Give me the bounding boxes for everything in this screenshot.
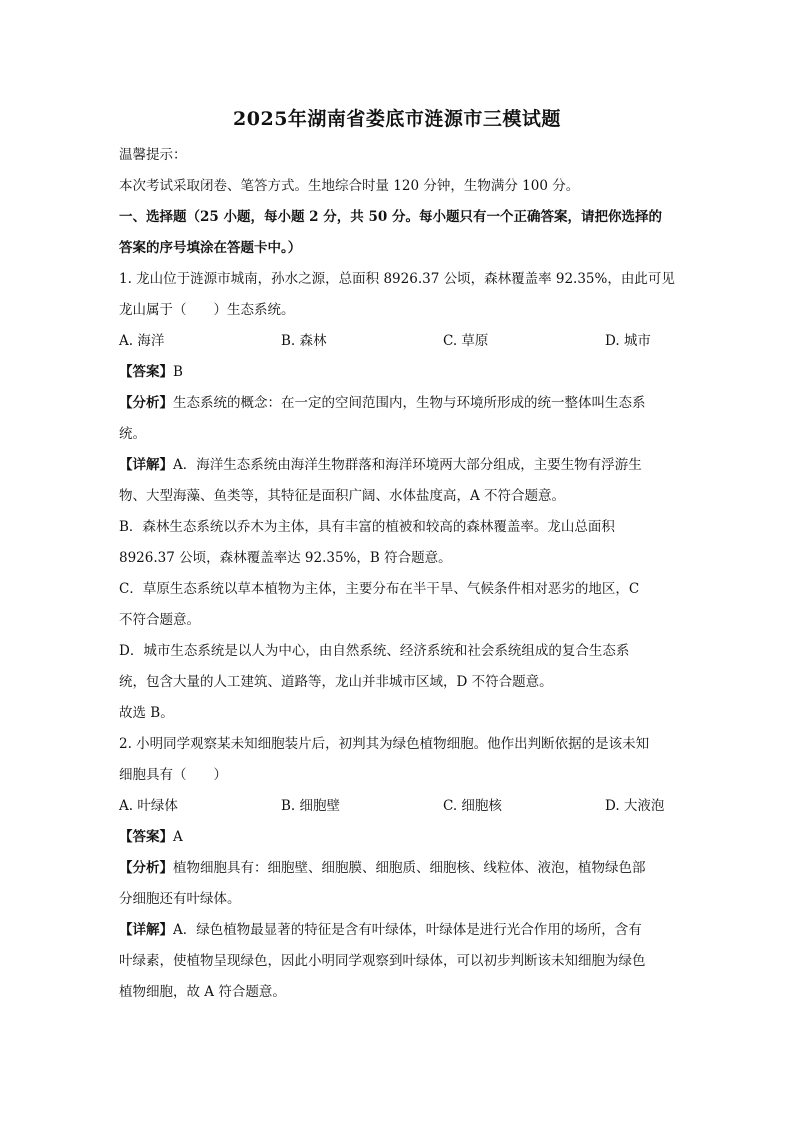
detail-tag: 【详解】 xyxy=(119,922,173,938)
question-1-detail-d-line-1: D．城市生态系统是以人为中心，由自然系统、经济系统和社会系统组成的复合生态系 xyxy=(119,643,630,659)
analysis-tag: 【分析】 xyxy=(119,395,173,411)
answer-tag: 【答案】 xyxy=(119,829,173,845)
tip-text: 本次考试采取闭卷、笔答方式。生地综合时量 120 分钟，生物满分 100 分。 xyxy=(119,178,580,194)
question-1-conclusion: 故选 B。 xyxy=(119,705,174,721)
question-2-analysis-line-1 xyxy=(119,853,675,884)
question-1-stem-line-1: 1. 龙山位于涟源市城南，孙水之源，总面积 8926.37 公顷，森林覆盖率 92.35%，由此可见 xyxy=(119,271,675,287)
question-1-detail-d-line-2: 统，包含大量的人工建筑、道路等，龙山并非城市区域，D 不符合题意。 xyxy=(119,674,553,690)
question-2-option-c: C. 细胞核 xyxy=(443,798,502,814)
page-title: 2025年湖南省娄底市涟源市三模试题 xyxy=(233,108,561,130)
analysis-text: 生态系统的概念：在一定的空间范围内，生物与环境所形成的统一整体叫生态系 xyxy=(173,395,646,411)
question-1-detail-a-line-2: 物、大型海藻、鱼类等，其特征是面积广阔、水体盐度高，A 不符合题意。 xyxy=(119,488,566,504)
answer-value: A xyxy=(173,829,183,845)
question-2-detail-a-line-3: 植物细胞，故 A 符合题意。 xyxy=(119,984,286,1000)
answer-value: B xyxy=(173,364,183,380)
question-2-stem-line-1: 2. 小明同学观察某未知细胞装片后，初判其为绿色植物细胞。他作出判断依据的是该未知 xyxy=(119,736,650,752)
question-2-options xyxy=(119,791,675,822)
question-1-option-d: D. 城市 xyxy=(605,333,651,349)
detail-text: A．绿色植物最显著的特征是含有叶绿体，叶绿体是进行光合作用的场所，含有 xyxy=(173,922,642,938)
question-1-analysis-line-1 xyxy=(119,388,675,419)
question-1-detail-b-line-2: 8926.37 公顷，森林覆盖率达 92.35%，B 符合题意。 xyxy=(119,550,452,566)
question-1-options xyxy=(119,326,675,357)
document-body xyxy=(119,140,675,1008)
question-1-option-c: C. 草原 xyxy=(443,333,489,349)
question-1-option-b: B. 森林 xyxy=(281,333,327,349)
question-1-option-a: A. 海洋 xyxy=(119,333,165,349)
detail-text: A．海洋生态系统由海洋生物群落和海洋环境两大部分组成，主要生物有浮游生 xyxy=(173,457,642,473)
question-1-detail-c-line-2: 不符合题意。 xyxy=(119,612,200,628)
question-1-stem-line-2: 龙山属于（ ）生态系统。 xyxy=(119,302,295,318)
question-2-option-b: B. 细胞壁 xyxy=(281,798,341,814)
question-1-detail-b-line-1: B．森林生态系统以乔木为主体，具有丰富的植被和较高的森林覆盖率。龙山总面积 xyxy=(119,519,615,535)
question-2-stem-line-2: 细胞具有（ ） xyxy=(119,767,227,783)
question-1-analysis-line-2: 统。 xyxy=(119,426,146,442)
question-2-detail-a-line-2: 叶绿素，使植物呈现绿色，因此小明同学观察到叶绿体，可以初步判断该未知细胞为绿色 xyxy=(119,953,646,969)
question-2-option-a: A. 叶绿体 xyxy=(119,798,178,814)
question-1-detail-c-line-1: C．草原生态系统以草本植物为主体，主要分布在半干旱、气候条件相对恶劣的地区，C xyxy=(119,581,640,597)
question-2-analysis-line-2: 分细胞还有叶绿体。 xyxy=(119,891,241,907)
analysis-text: 植物细胞具有：细胞壁、细胞膜、细胞质、细胞核、线粒体、液泡，植物绿色部 xyxy=(173,860,646,876)
section-heading-line-2: 答案的序号填涂在答题卡中。） xyxy=(119,240,302,256)
section-heading-line-1: 一、选择题（25 小题，每小题 2 分，共 50 分。每小题只有一个正确答案，请把你选择的 xyxy=(119,209,662,225)
question-2-answer xyxy=(119,822,675,853)
question-1-answer xyxy=(119,357,675,388)
tip-label: 温馨提示： xyxy=(119,147,187,163)
question-1-detail-a-line-1 xyxy=(119,450,675,481)
detail-tag: 【详解】 xyxy=(119,457,173,473)
answer-tag: 【答案】 xyxy=(119,364,173,380)
question-2-detail-a-line-1 xyxy=(119,915,675,946)
analysis-tag: 【分析】 xyxy=(119,860,173,876)
question-2-option-d: D. 大液泡 xyxy=(605,798,665,814)
